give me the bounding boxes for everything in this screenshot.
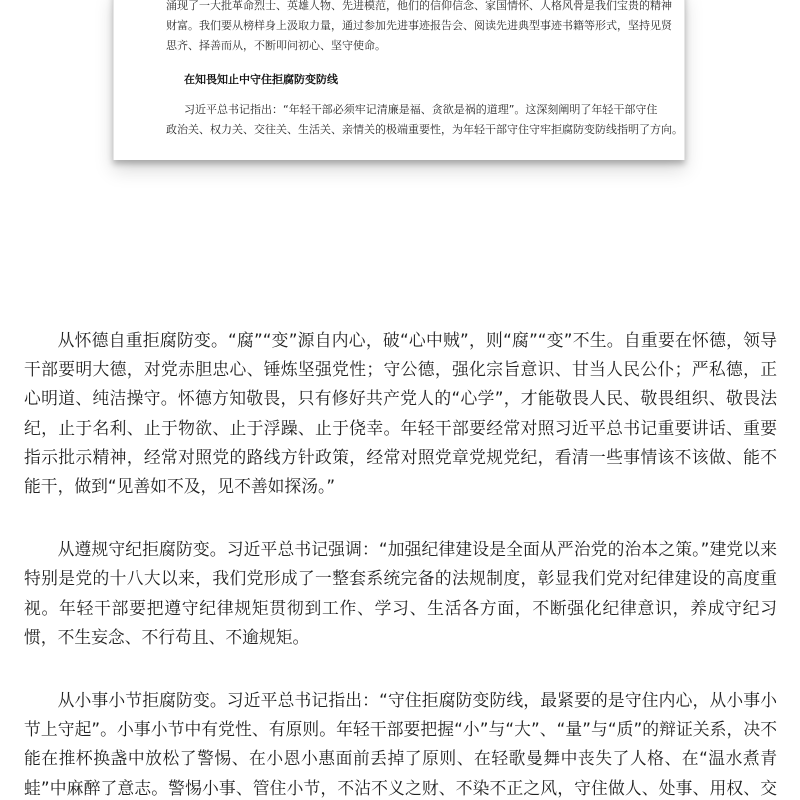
article-paragraph: 从小事小节拒腐防变。习近平总书记指出：“守住拒腐防变防线，最紧要的是守住内心，从小事小节上守起”。小事小节中有党性、有原则。年轻干部要把握“小”与“大”、“量”与“质”的辩证关系，决不能在推杯换盏中放松了警惕、在小恩小惠面前丢掉了原则、在轻歌曼舞中丧失了人格、在“温水煮青蛙”中麻醉了意志。警惕小事、管住小节，不沾不义之财、不染不正之风，守住做人、处事、用权、交	[24, 690, 777, 798]
article-paragraph: 从怀德自重拒腐防变。“腐”“变”源自内心，破“心中贼”，则“腐”“变”不生。自重要在怀德，领导干部要明大德，对党赤胆忠心、锤炼坚强党性；守公德，强化宗旨意识、甘当人民公仆；严私德，正心明道、纯洁操守。怀德方知敬畏，只有修好共产党人的“心学”，才能敬畏人民、敬畏组织、敬畏法纪，止于名利、止于物欲、止于浮躁、止于侥幸。年轻干部要经常对照习近平总书记重要讲话、重要指示批示精神，经常对照党的路线方针政策，经常对照党章党规党纪，看清一些事情该不该做、能不能干，做到“见善如不及，见不善如探汤。”	[24, 330, 777, 497]
card-section-heading: 在知畏知止中守住拒腐防变防线	[184, 73, 338, 86]
card-line: 思齐、择善而从，不断叩问初心、坚守使命。	[166, 39, 386, 52]
card-quote-line: 政治关、权力关、交往关、生活关、亲情关的极端重要性，为年轻干部守住守牢拒腐防变防线指明了方向。	[166, 123, 683, 136]
card-line: 涌现了一大批革命烈士、英雄人物、先进模范，他们的信仰信念、家国情怀、人格风骨是我们宝贵的精神	[166, 0, 672, 12]
article-paragraph: 从遵规守纪拒腐防变。习近平总书记强调：“加强纪律建设是全面从严治党的治本之策。”建党以来特别是党的十八大以来，我们党形成了一整套系统完备的法规制度，彰显我们党对纪律建设的高度重视。年轻干部要把遵守纪律规矩贯彻到工作、学习、生活各方面，不断强化纪律意识，养成守纪习惯，不生妄念、不行苟且、不逾规矩。	[24, 539, 777, 647]
article-body	[24, 326, 777, 800]
card-content	[166, 0, 683, 140]
card-quote	[166, 100, 683, 140]
embedded-document-image	[105, 0, 695, 176]
document-card	[113, 0, 685, 160]
card-quote-line: 习近平总书记指出：“年轻干部必须牢记清廉是福、贪欲是祸的道理”。这深刻阐明了年轻干部守住	[184, 103, 658, 116]
card-body	[166, 0, 672, 56]
card-line: 财富。我们要从榜样身上汲取力量，通过参加先进事迹报告会、阅读先进典型事迹书籍等形式，坚持见贤	[166, 19, 672, 32]
